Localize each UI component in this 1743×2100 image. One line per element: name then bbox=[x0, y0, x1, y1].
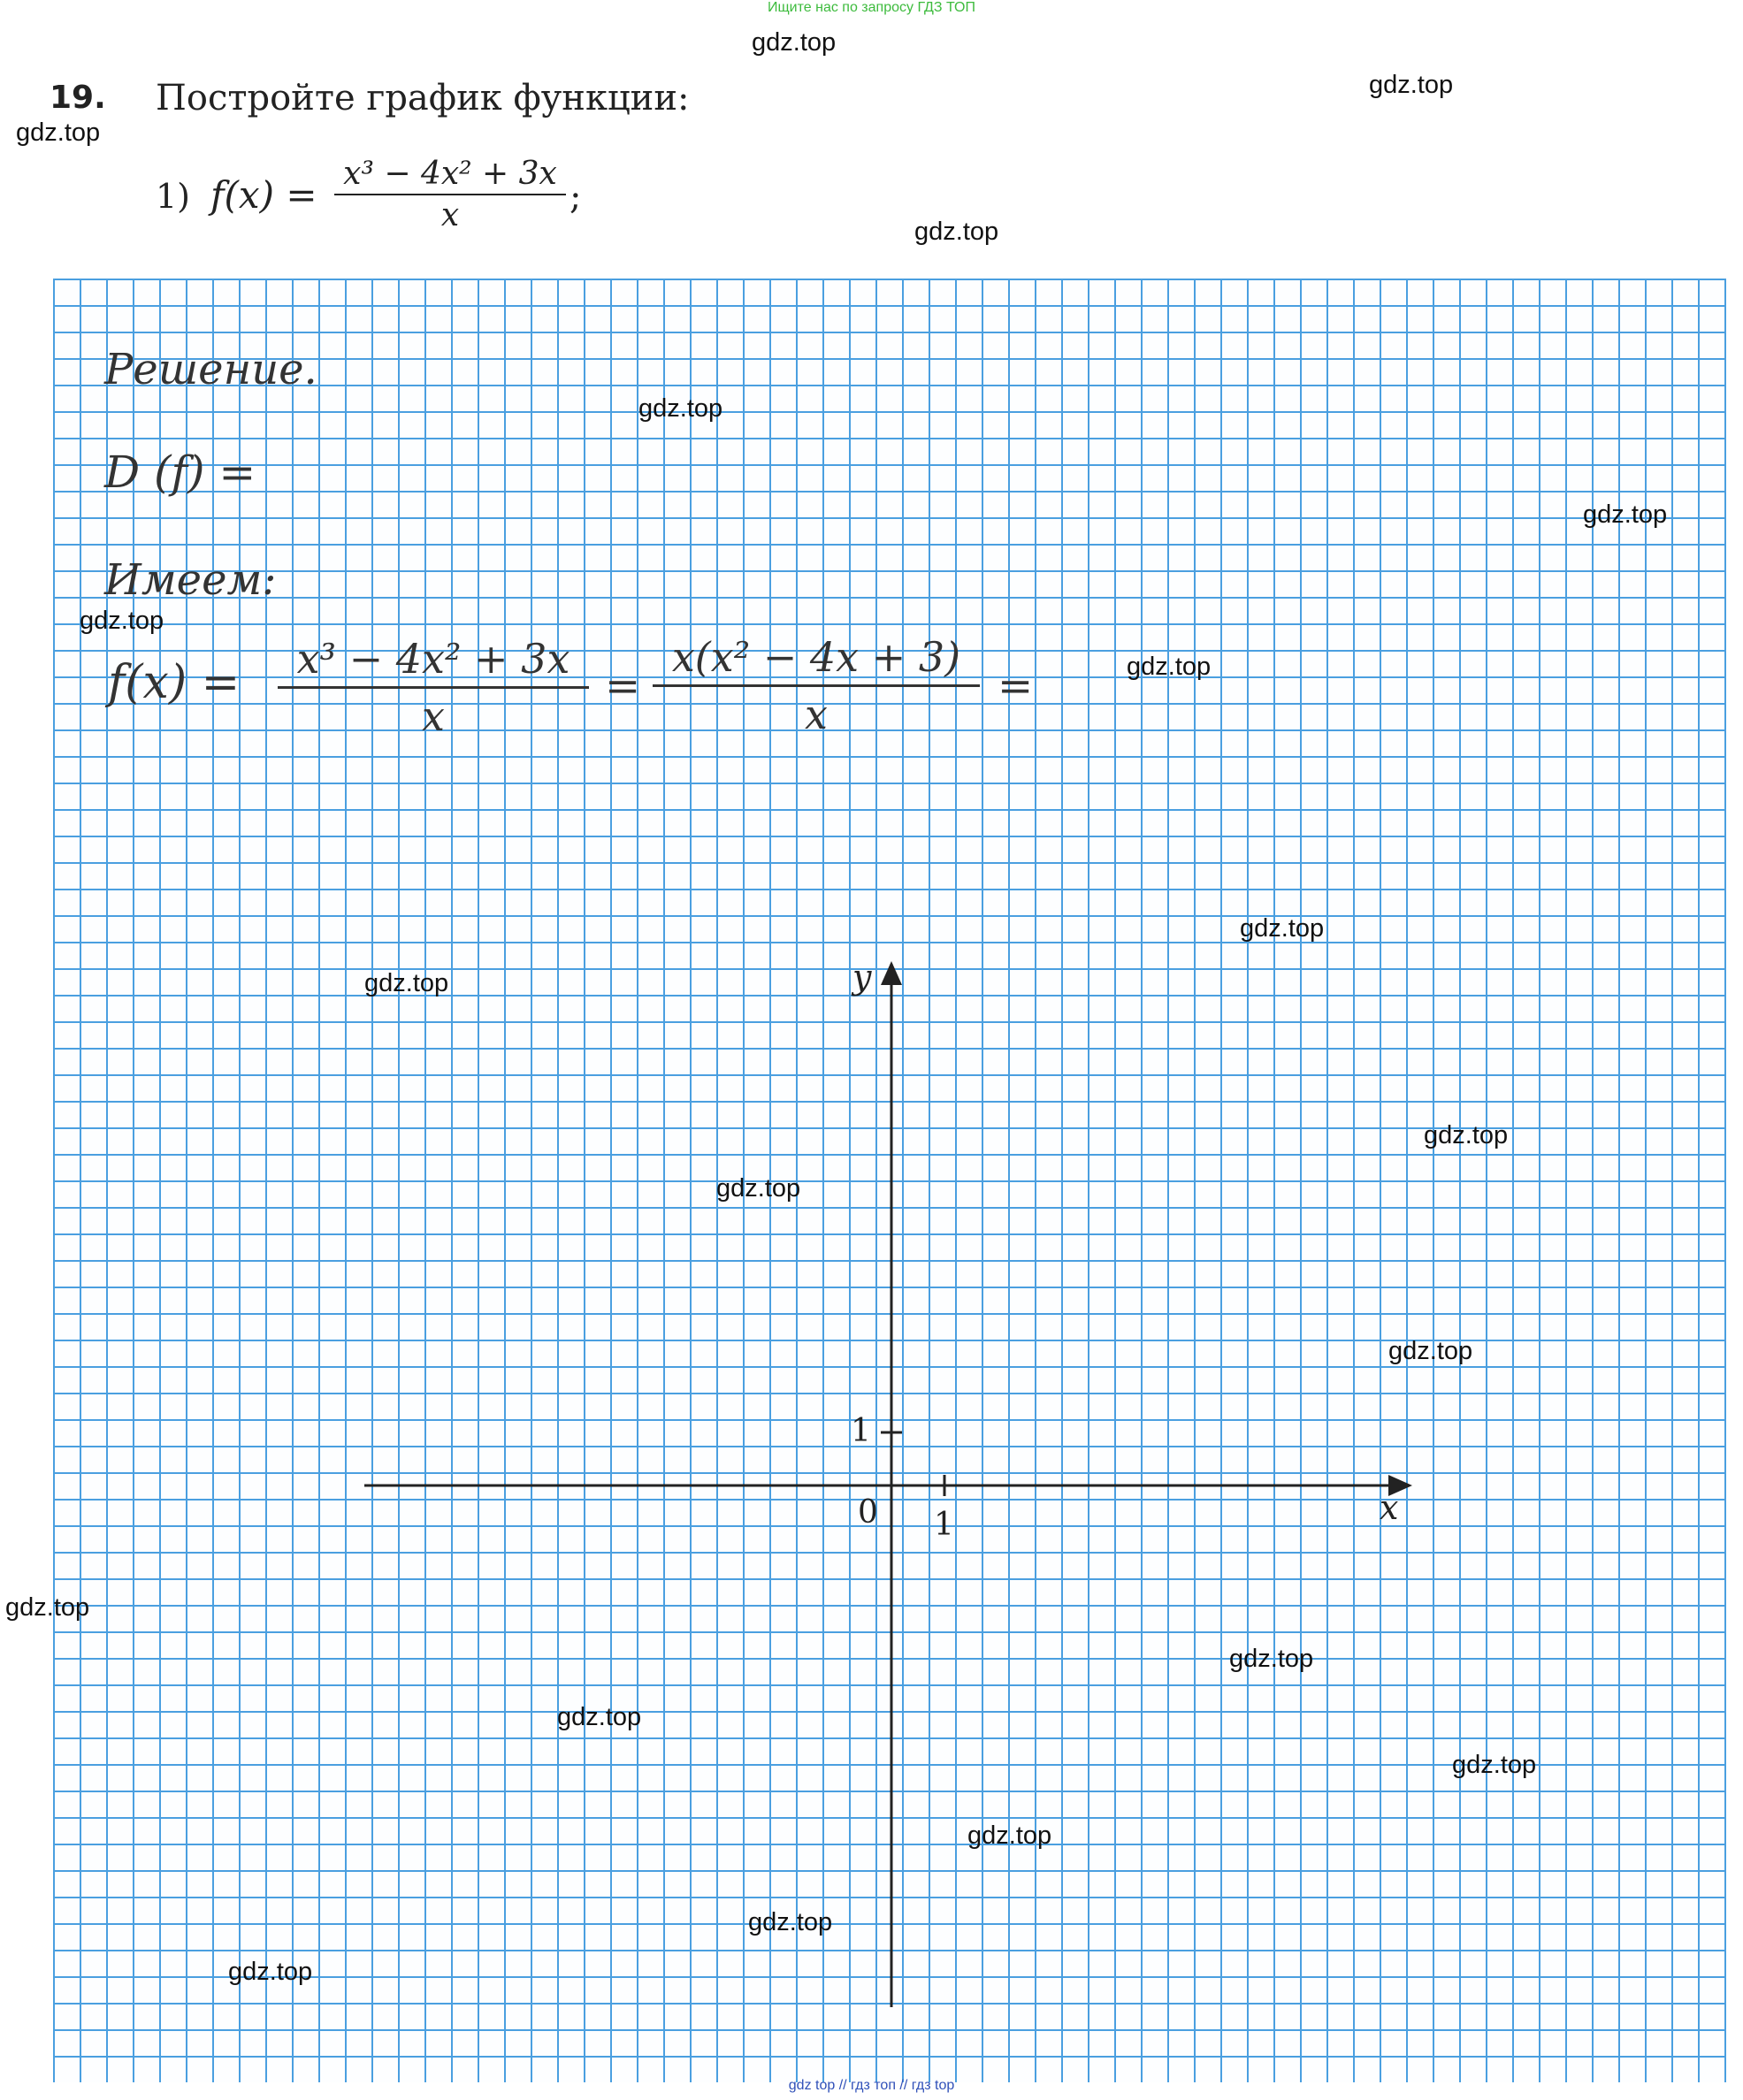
watermark: gdz.top bbox=[1229, 1645, 1314, 1673]
watermark: gdz.top bbox=[228, 1958, 313, 1986]
y-tick-label: 1 bbox=[851, 1413, 871, 1449]
watermark: gdz.top bbox=[716, 1174, 801, 1203]
problem-numerator: x³ − 4x² + 3x bbox=[343, 156, 557, 192]
header-note[interactable]: Ищите нас по запросу ГДЗ ТОП bbox=[768, 0, 975, 15]
fraction-2-numerator: x(x² − 4x + 3) bbox=[671, 633, 961, 681]
watermark: gdz.top bbox=[1369, 71, 1454, 99]
problem-punctuation: ; bbox=[570, 177, 582, 218]
watermark: gdz.top bbox=[557, 1703, 642, 1731]
watermark: gdz.top bbox=[1424, 1121, 1509, 1149]
fraction-1-denominator: x bbox=[422, 692, 445, 740]
watermark: gdz.top bbox=[1388, 1337, 1473, 1365]
watermark: gdz.top bbox=[16, 118, 101, 147]
problem-denominator: x bbox=[440, 197, 460, 233]
solution-fx: f(x) = bbox=[108, 656, 241, 709]
watermark: gdz.top bbox=[1240, 914, 1325, 943]
watermark: gdz.top bbox=[914, 218, 999, 246]
domain-line: D (f) = bbox=[104, 447, 256, 498]
solution-heading: Решение. bbox=[104, 345, 317, 394]
watermark: gdz.top bbox=[1452, 1751, 1537, 1779]
watermark: gdz.top bbox=[1583, 500, 1668, 529]
origin-label: 0 bbox=[858, 1494, 878, 1531]
problem-text: Постройте график функции: bbox=[156, 78, 690, 118]
watermark: gdz.top bbox=[967, 1821, 1052, 1850]
fraction-2-denominator: x bbox=[805, 691, 828, 738]
watermark: gdz.top bbox=[5, 1593, 90, 1622]
footer-note[interactable]: gdz top // гдз топ // гдз top bbox=[788, 2078, 955, 2093]
watermark: gdz.top bbox=[638, 394, 723, 423]
watermark: gdz.top bbox=[364, 969, 449, 997]
problem-number: 19. bbox=[50, 80, 106, 116]
x-tick-label: 1 bbox=[934, 1507, 954, 1543]
fraction-1-numerator: x³ − 4x² + 3x bbox=[296, 635, 570, 683]
watermark: gdz.top bbox=[752, 28, 837, 57]
function-name: f(x) = bbox=[210, 173, 317, 217]
have-label: Имеем: bbox=[104, 555, 277, 605]
equals-sign-2: = bbox=[998, 661, 1034, 711]
x-axis-label: x bbox=[1380, 1488, 1399, 1527]
watermark: gdz.top bbox=[748, 1908, 833, 1936]
watermark: gdz.top bbox=[1127, 653, 1212, 681]
equals-sign-1: = bbox=[605, 661, 641, 711]
item-label: 1) bbox=[156, 177, 191, 216]
y-axis-label: y bbox=[852, 958, 872, 997]
watermark: gdz.top bbox=[80, 607, 164, 635]
